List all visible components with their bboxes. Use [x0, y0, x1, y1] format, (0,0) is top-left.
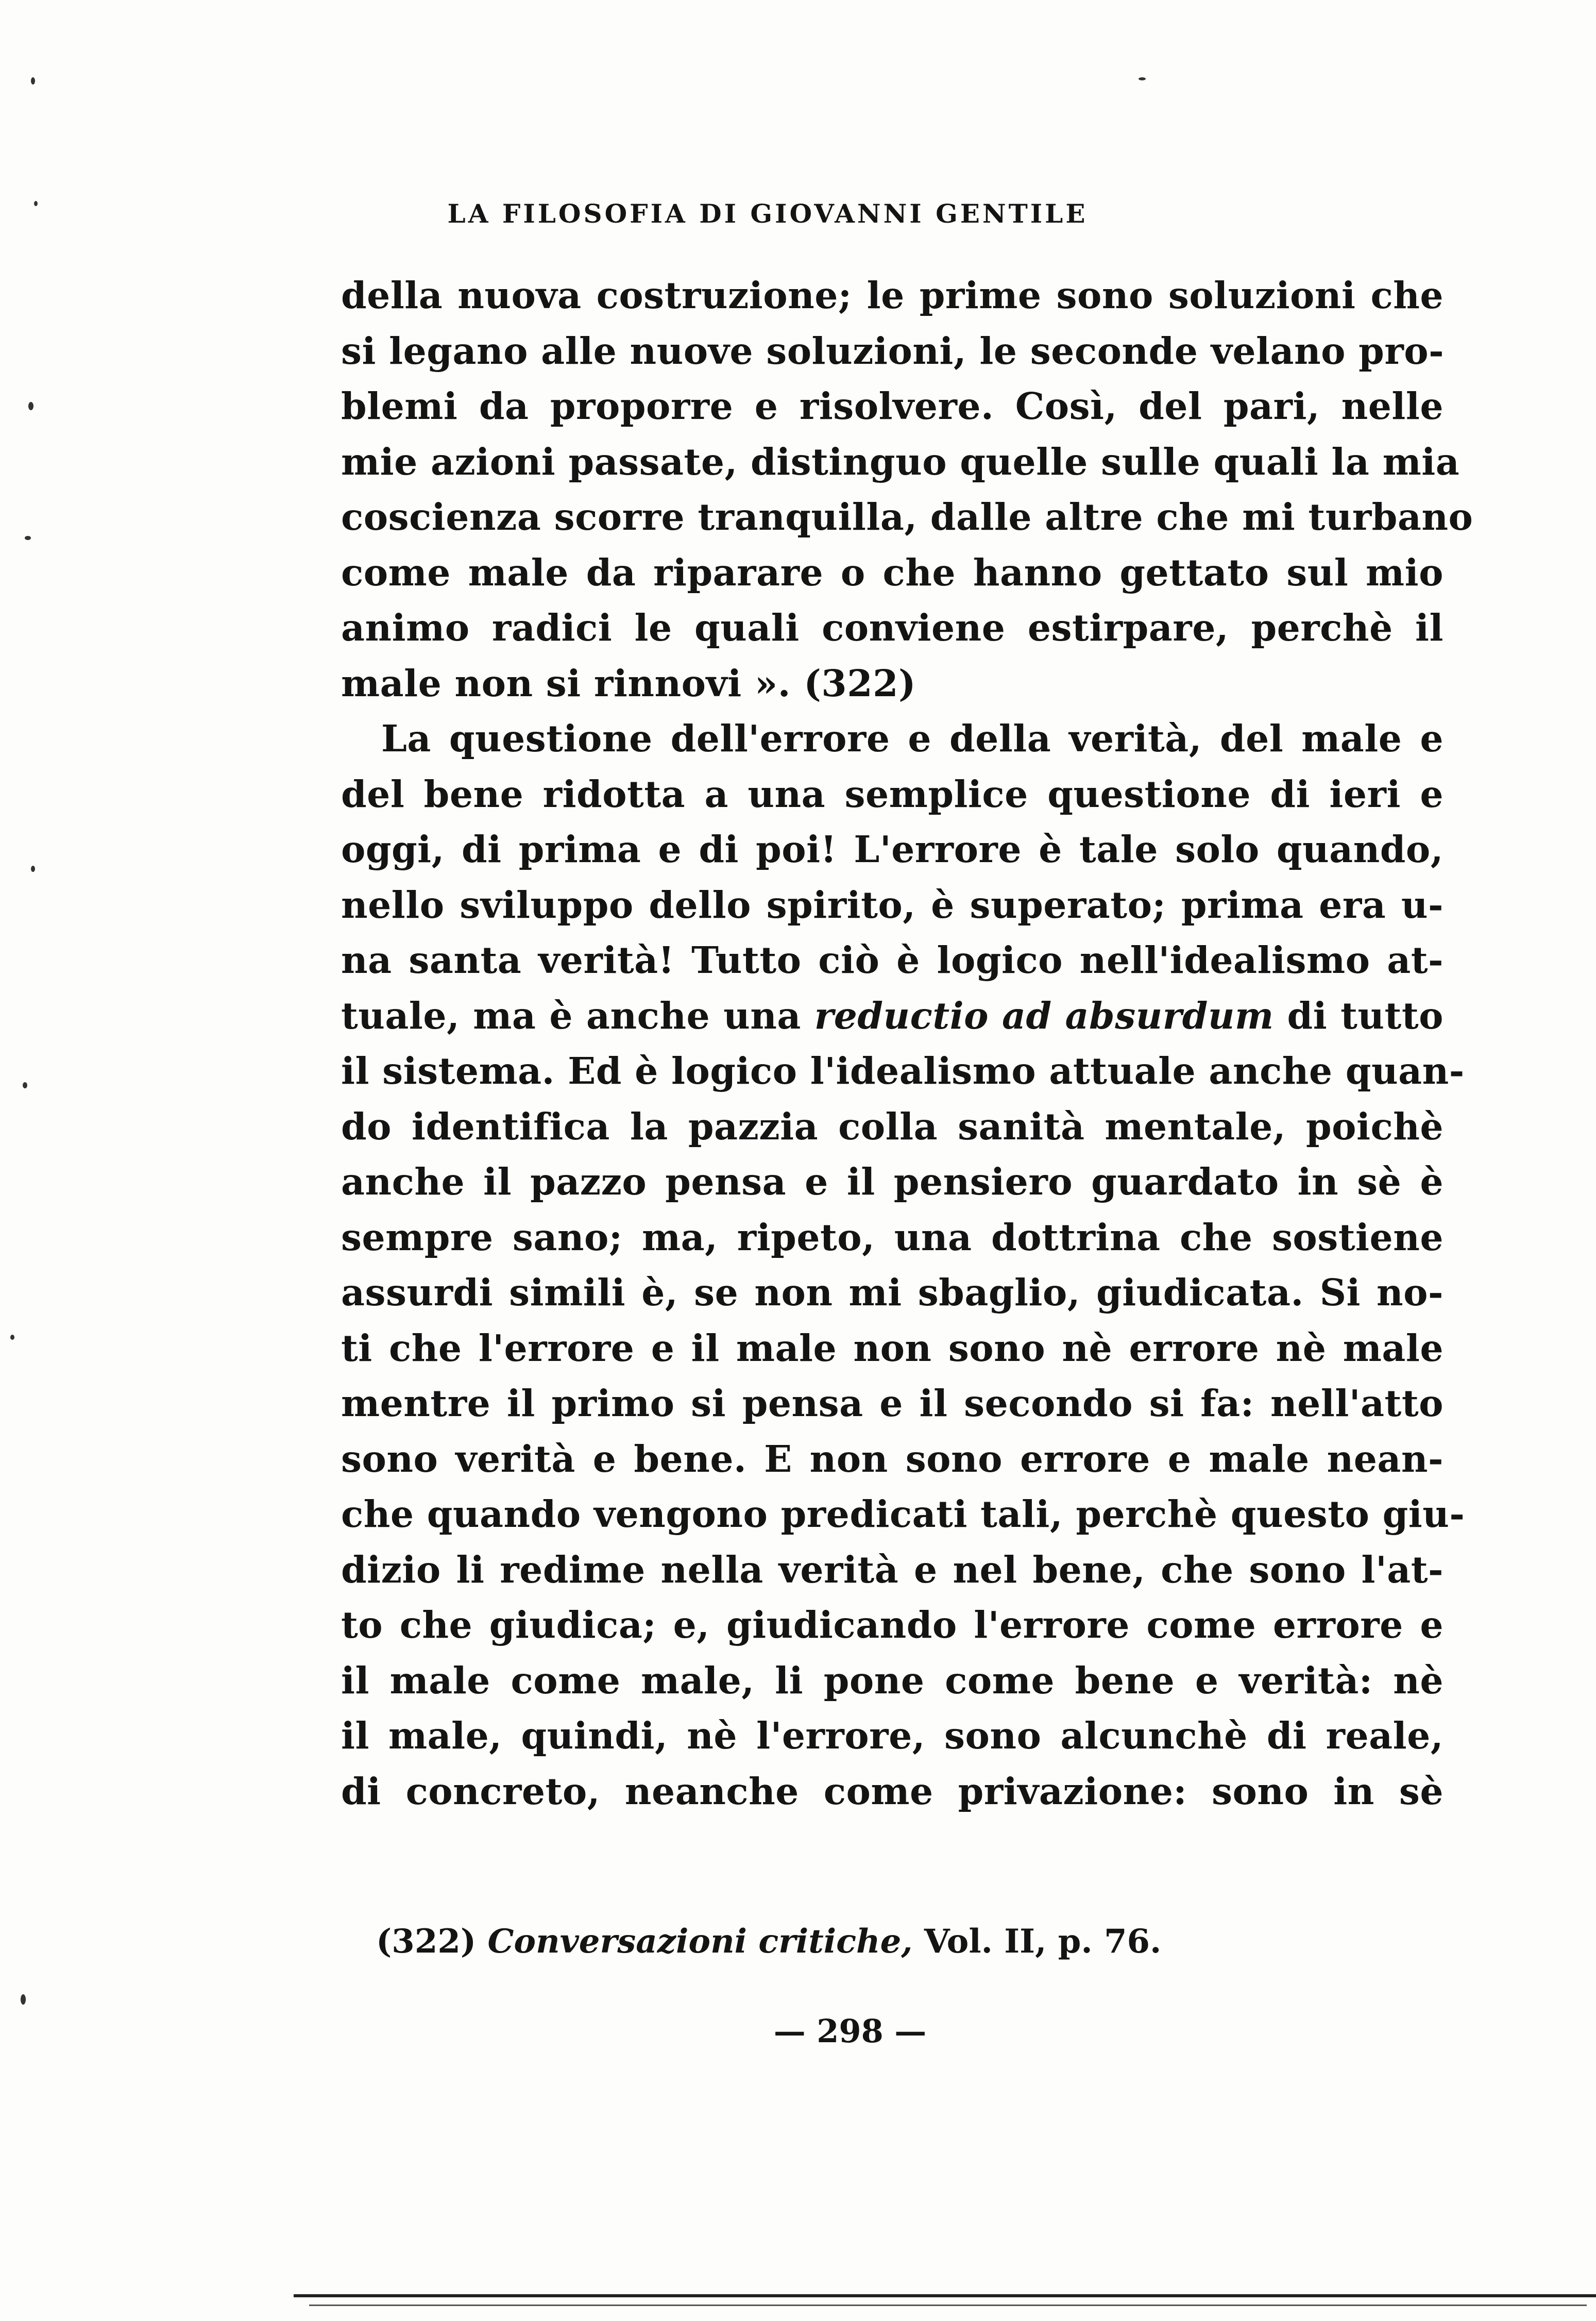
body-text	[341, 268, 1473, 1819]
page-number: — 298 —	[773, 2012, 927, 2050]
text-run: della nuova costruzione; le prime sono soluzioni che	[341, 274, 1444, 317]
text-run: il sistema. Ed è logico l'idealismo attuale anche quan-	[341, 1049, 1465, 1092]
text-run: del bene ridotta a una semplice questione di ieri e	[341, 772, 1444, 816]
footnote	[376, 1922, 1161, 1961]
text-run: il male come male, li pone come bene e verità: nè	[341, 1658, 1444, 1702]
scan-speck	[23, 1082, 27, 1088]
text-run: il male, quindi, nè l'errore, sono alcunchè di reale,	[341, 1714, 1444, 1757]
text-run: mie azioni passate, distinguo quelle sulle quali la mia	[341, 440, 1460, 483]
running-head: LA FILOSOFIA DI GIOVANNI GENTILE	[447, 198, 1088, 229]
bottom-rule-thin	[309, 2305, 1587, 2306]
text-line	[341, 1542, 1444, 1598]
text-line	[341, 1265, 1444, 1321]
text-run: blemi da proporre e risolvere. Così, del pari, nelle	[341, 384, 1444, 428]
text-line	[341, 1376, 1444, 1432]
text-run: di concreto, neanche come privazione: sono in sè	[341, 1769, 1444, 1813]
text-run: coscienza scorre tranquilla, dalle altre che mi turbano	[341, 495, 1473, 539]
text-line	[341, 545, 1444, 601]
text-run: oggi, di prima e di poi! L'errore è tale solo quando,	[341, 828, 1444, 871]
text-run: animo radici le quali conviene estirpare, perchè il	[341, 606, 1444, 649]
text-line	[341, 988, 1444, 1044]
text-line	[341, 822, 1444, 878]
text-line	[341, 767, 1444, 822]
text-line	[341, 1764, 1444, 1820]
text-run: sono verità e bene. E non sono errore e male nean-	[341, 1437, 1444, 1481]
text-line	[341, 1708, 1444, 1764]
scan-speck	[21, 1994, 26, 2005]
text-line	[341, 490, 1473, 545]
text-run: to che giudica; e, giudicando l'errore come errore e	[341, 1603, 1444, 1646]
footnote-title: Conversazioni critiche,	[487, 1922, 913, 1961]
text-line	[341, 1653, 1444, 1709]
scan-speck	[31, 866, 35, 872]
text-line	[341, 1154, 1444, 1210]
text-line	[341, 878, 1444, 933]
text-run: do identifica la pazzia colla sanità mentale, poichè	[341, 1104, 1444, 1148]
text-run: ti che l'errore e il male non sono nè errore nè male	[341, 1326, 1444, 1370]
text-line	[341, 600, 1444, 656]
scan-speck	[34, 201, 38, 206]
text-line	[341, 1099, 1444, 1155]
text-line	[341, 268, 1444, 324]
text-line	[341, 1487, 1465, 1542]
text-run: assurdi simili è, se non mi sbaglio, giudicata. Si no-	[341, 1271, 1444, 1314]
text-run: sempre sano; ma, ripeto, una dottrina che sostiene	[341, 1215, 1444, 1259]
text-run: si legano alle nuove soluzioni, le seconde velano pro-	[341, 329, 1445, 373]
text-run: mentre il primo si pensa e il secondo si fa: nell'atto	[341, 1382, 1444, 1425]
text-line	[341, 434, 1460, 490]
scan-speck	[25, 536, 31, 540]
text-run: nello sviluppo dello spirito, è superato; prima era u-	[341, 883, 1444, 927]
text-line	[341, 711, 1444, 767]
text-line	[341, 379, 1444, 434]
text-run: di tutto	[1274, 994, 1444, 1037]
text-line	[341, 1044, 1465, 1099]
text-run: na santa verità! Tutto ciò è logico nell'idealismo at-	[341, 938, 1444, 982]
text-run: che quando vengono predicati tali, perchè questo giu-	[341, 1492, 1465, 1536]
scan-speck	[1139, 77, 1146, 80]
text-line	[341, 1597, 1444, 1653]
italic-run: reductio ad absurdum	[814, 994, 1274, 1037]
text-line	[341, 1321, 1444, 1376]
scan-speck	[31, 77, 35, 85]
footnote-rest: Vol. II, p. 76.	[912, 1922, 1162, 1961]
scan-speck	[28, 402, 33, 410]
scan-speck	[10, 1335, 14, 1340]
text-line	[341, 656, 1444, 712]
text-run: tuale, ma è anche una	[341, 994, 814, 1037]
text-run: male non si rinnovi ». (322)	[341, 661, 916, 705]
text-run: anche il pazzo pensa e il pensiero guardato in sè è	[341, 1160, 1444, 1203]
text-line	[341, 324, 1444, 379]
text-line	[341, 933, 1444, 988]
text-line	[341, 1432, 1444, 1487]
footnote-marker: (322)	[376, 1922, 488, 1961]
text-line	[341, 1210, 1444, 1266]
text-run: La questione dell'errore e della verità, del male e	[381, 717, 1444, 760]
bottom-rule	[294, 2294, 1596, 2297]
text-run: dizio li redime nella verità e nel bene, che sono l'at-	[341, 1548, 1444, 1591]
text-run: come male da riparare o che hanno gettato sul mio	[341, 550, 1444, 594]
